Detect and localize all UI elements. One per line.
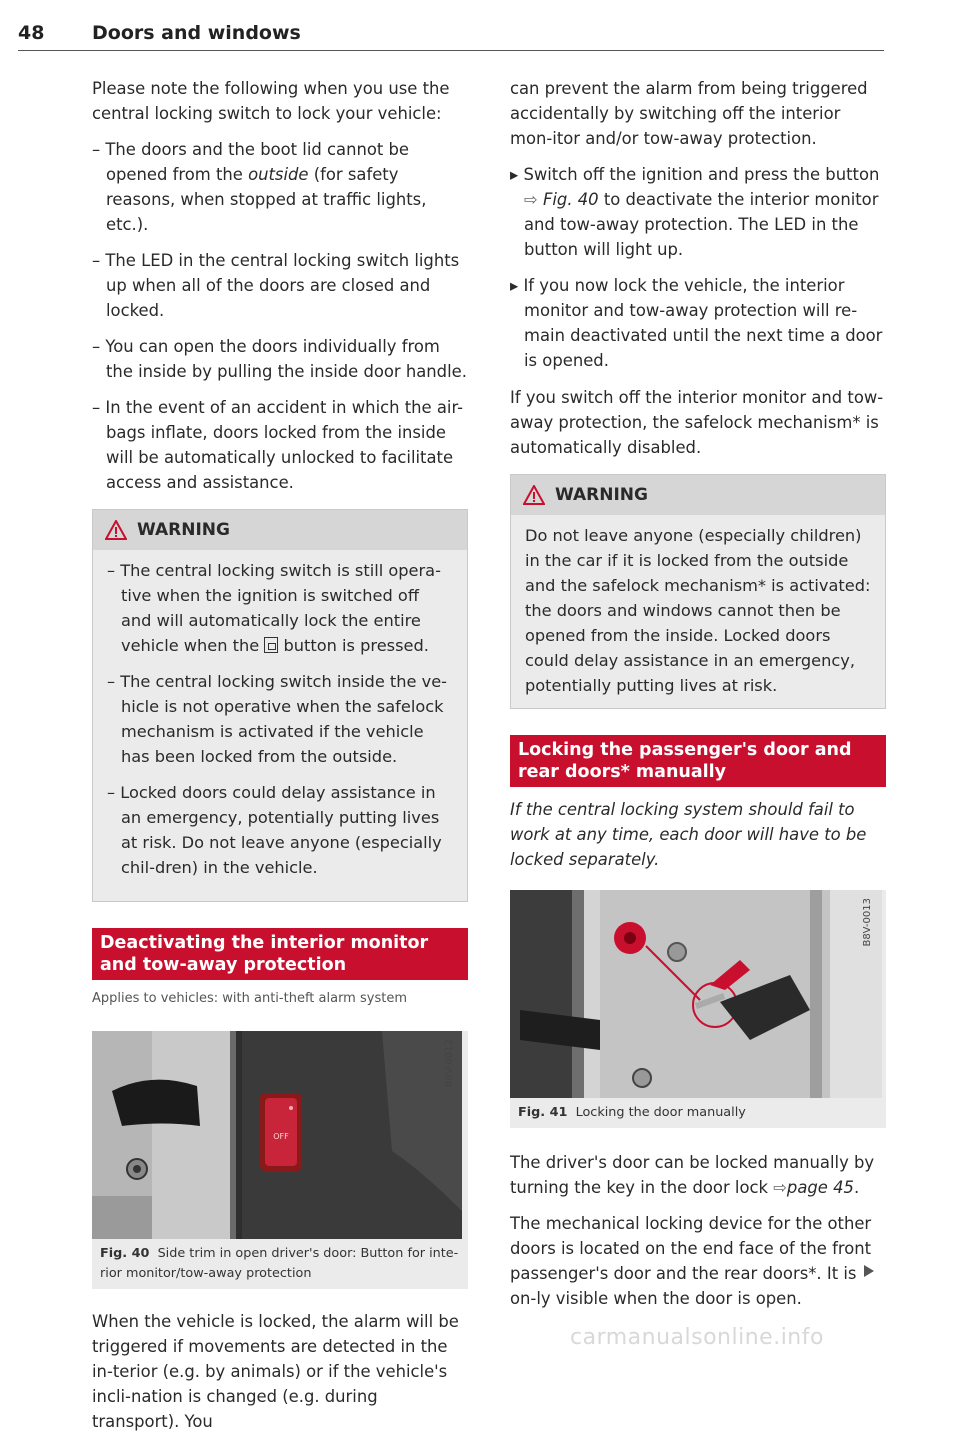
list-item: – The doors and the boot lid cannot be opened from the outside (for safety reasons, when stopped at traffic lights, etc.).	[92, 140, 427, 234]
list-item: – You can open the doors individually from the inside by pulling the inside door handle.	[92, 337, 467, 381]
mechanical-lock-paragraph: The mechanical locking device for the other doors is located on the end face of the front passenger's door and the rear doors*. It is on-ly visible when the door is open.	[510, 1214, 872, 1308]
figure-code: B8V-0013	[862, 898, 873, 947]
step-item: ▸ If you now lock the vehicle, the interior monitor and tow-away protection will re-main deactivated until the next time a door is opened.	[510, 276, 883, 370]
safelock-paragraph: If you switch off the interior monitor and tow-away protection, the safelock mechanism* is automatically disabled.	[510, 388, 884, 457]
warning-item: – The central locking switch inside the ve-hicle is not operative when the safelock mechanism is activated if the vehicle has been locked from the outside.	[107, 672, 448, 766]
page-number: 48	[18, 22, 45, 44]
step-item: ▸ Switch off the ignition and press the button ⇨ Fig. 40 to deactivate the interior monitor and tow-away protection. The LED in the button will light up.	[510, 165, 880, 259]
watermark: carmanualsonline.info	[570, 1325, 824, 1350]
off-button-label: OFF	[273, 1132, 289, 1141]
header-divider	[18, 50, 884, 51]
applies-note: Applies to vehicles: with anti-theft alarm system	[92, 991, 407, 1006]
warning-header	[93, 510, 467, 550]
figure-40	[92, 1031, 468, 1289]
warning-item: – The central locking switch is still opera-tive when the ignition is switched off and will automatically lock the entire vehicle when the button is pressed.	[107, 561, 441, 655]
page-title: Doors and windows	[92, 22, 301, 44]
left-column	[92, 76, 468, 1445]
warning-triangle-icon	[105, 520, 127, 540]
door-lock-image	[510, 890, 882, 1098]
section-heading: Locking the passenger's door and rear doors* manually	[510, 735, 886, 787]
continued-paragraph: can prevent the alarm from being triggered accidentally by switching off the interior mon-itor and/or tow-away protection.	[510, 79, 868, 148]
warning-title: WARNING	[555, 484, 648, 505]
right-column	[510, 76, 886, 1322]
reference-arrow-icon: ⇨	[773, 1178, 787, 1197]
intro-paragraph: Please note the following when you use the central locking switch to lock your vehicle:	[92, 79, 450, 123]
warning-box	[92, 509, 468, 902]
lock-button-icon	[264, 637, 278, 653]
door-trim-image	[92, 1031, 462, 1239]
warning-title: WARNING	[137, 519, 230, 540]
warning-triangle-icon	[523, 485, 545, 505]
alarm-paragraph: When the vehicle is locked, the alarm will be triggered if movements are detected in the in-terior (e.g. by animals) or if the vehicle's incli-nation is changed (e.g. during transport). You	[92, 1312, 459, 1431]
warning-header	[511, 475, 885, 515]
figure-reference-link: Fig. 40	[542, 190, 599, 209]
page-reference-link: page 45	[786, 1178, 854, 1197]
warning-item: – Locked doors could delay assistance in an emergency, potentially putting lives at risk. Do not leave anyone (especially chil-dren) in the vehicle.	[107, 783, 442, 877]
list-item: – The LED in the central locking switch lights up when all of the doors are closed and locked.	[92, 251, 460, 320]
figure-code: B8V-0012	[444, 1039, 455, 1088]
section-heading: Deactivating the interior monitor and tow-away protection	[92, 928, 468, 980]
warning-text: Do not leave anyone (especially children) in the car if it is locked from the outside and the safelock mechanism* is activated: the doors and windows cannot then be opened from the inside. Locked doors could delay assistance in an emergency, potentially putting lives at risk.	[525, 526, 871, 695]
continue-arrow-icon	[864, 1265, 874, 1277]
figure-41	[510, 890, 886, 1128]
driver-door-paragraph: The driver's door can be locked manually by turning the key in the door lock ⇨page 45.	[510, 1153, 875, 1197]
warning-box	[510, 474, 886, 709]
figure-caption: Fig. 41 Locking the door manually	[518, 1105, 746, 1120]
section-intro: If the central locking system should fail to work at any time, each door will have to be locked separately.	[510, 800, 867, 869]
list-item: – In the event of an accident in which the air-bags inflate, doors locked from the inside will be automatically unlocked to facilitate access and assistance.	[92, 398, 464, 492]
reference-arrow-icon: ⇨	[524, 190, 538, 209]
figure-caption: Fig. 40 Side trim in open driver's door: Button for inte-rior monitor/tow-away protection	[100, 1246, 459, 1281]
